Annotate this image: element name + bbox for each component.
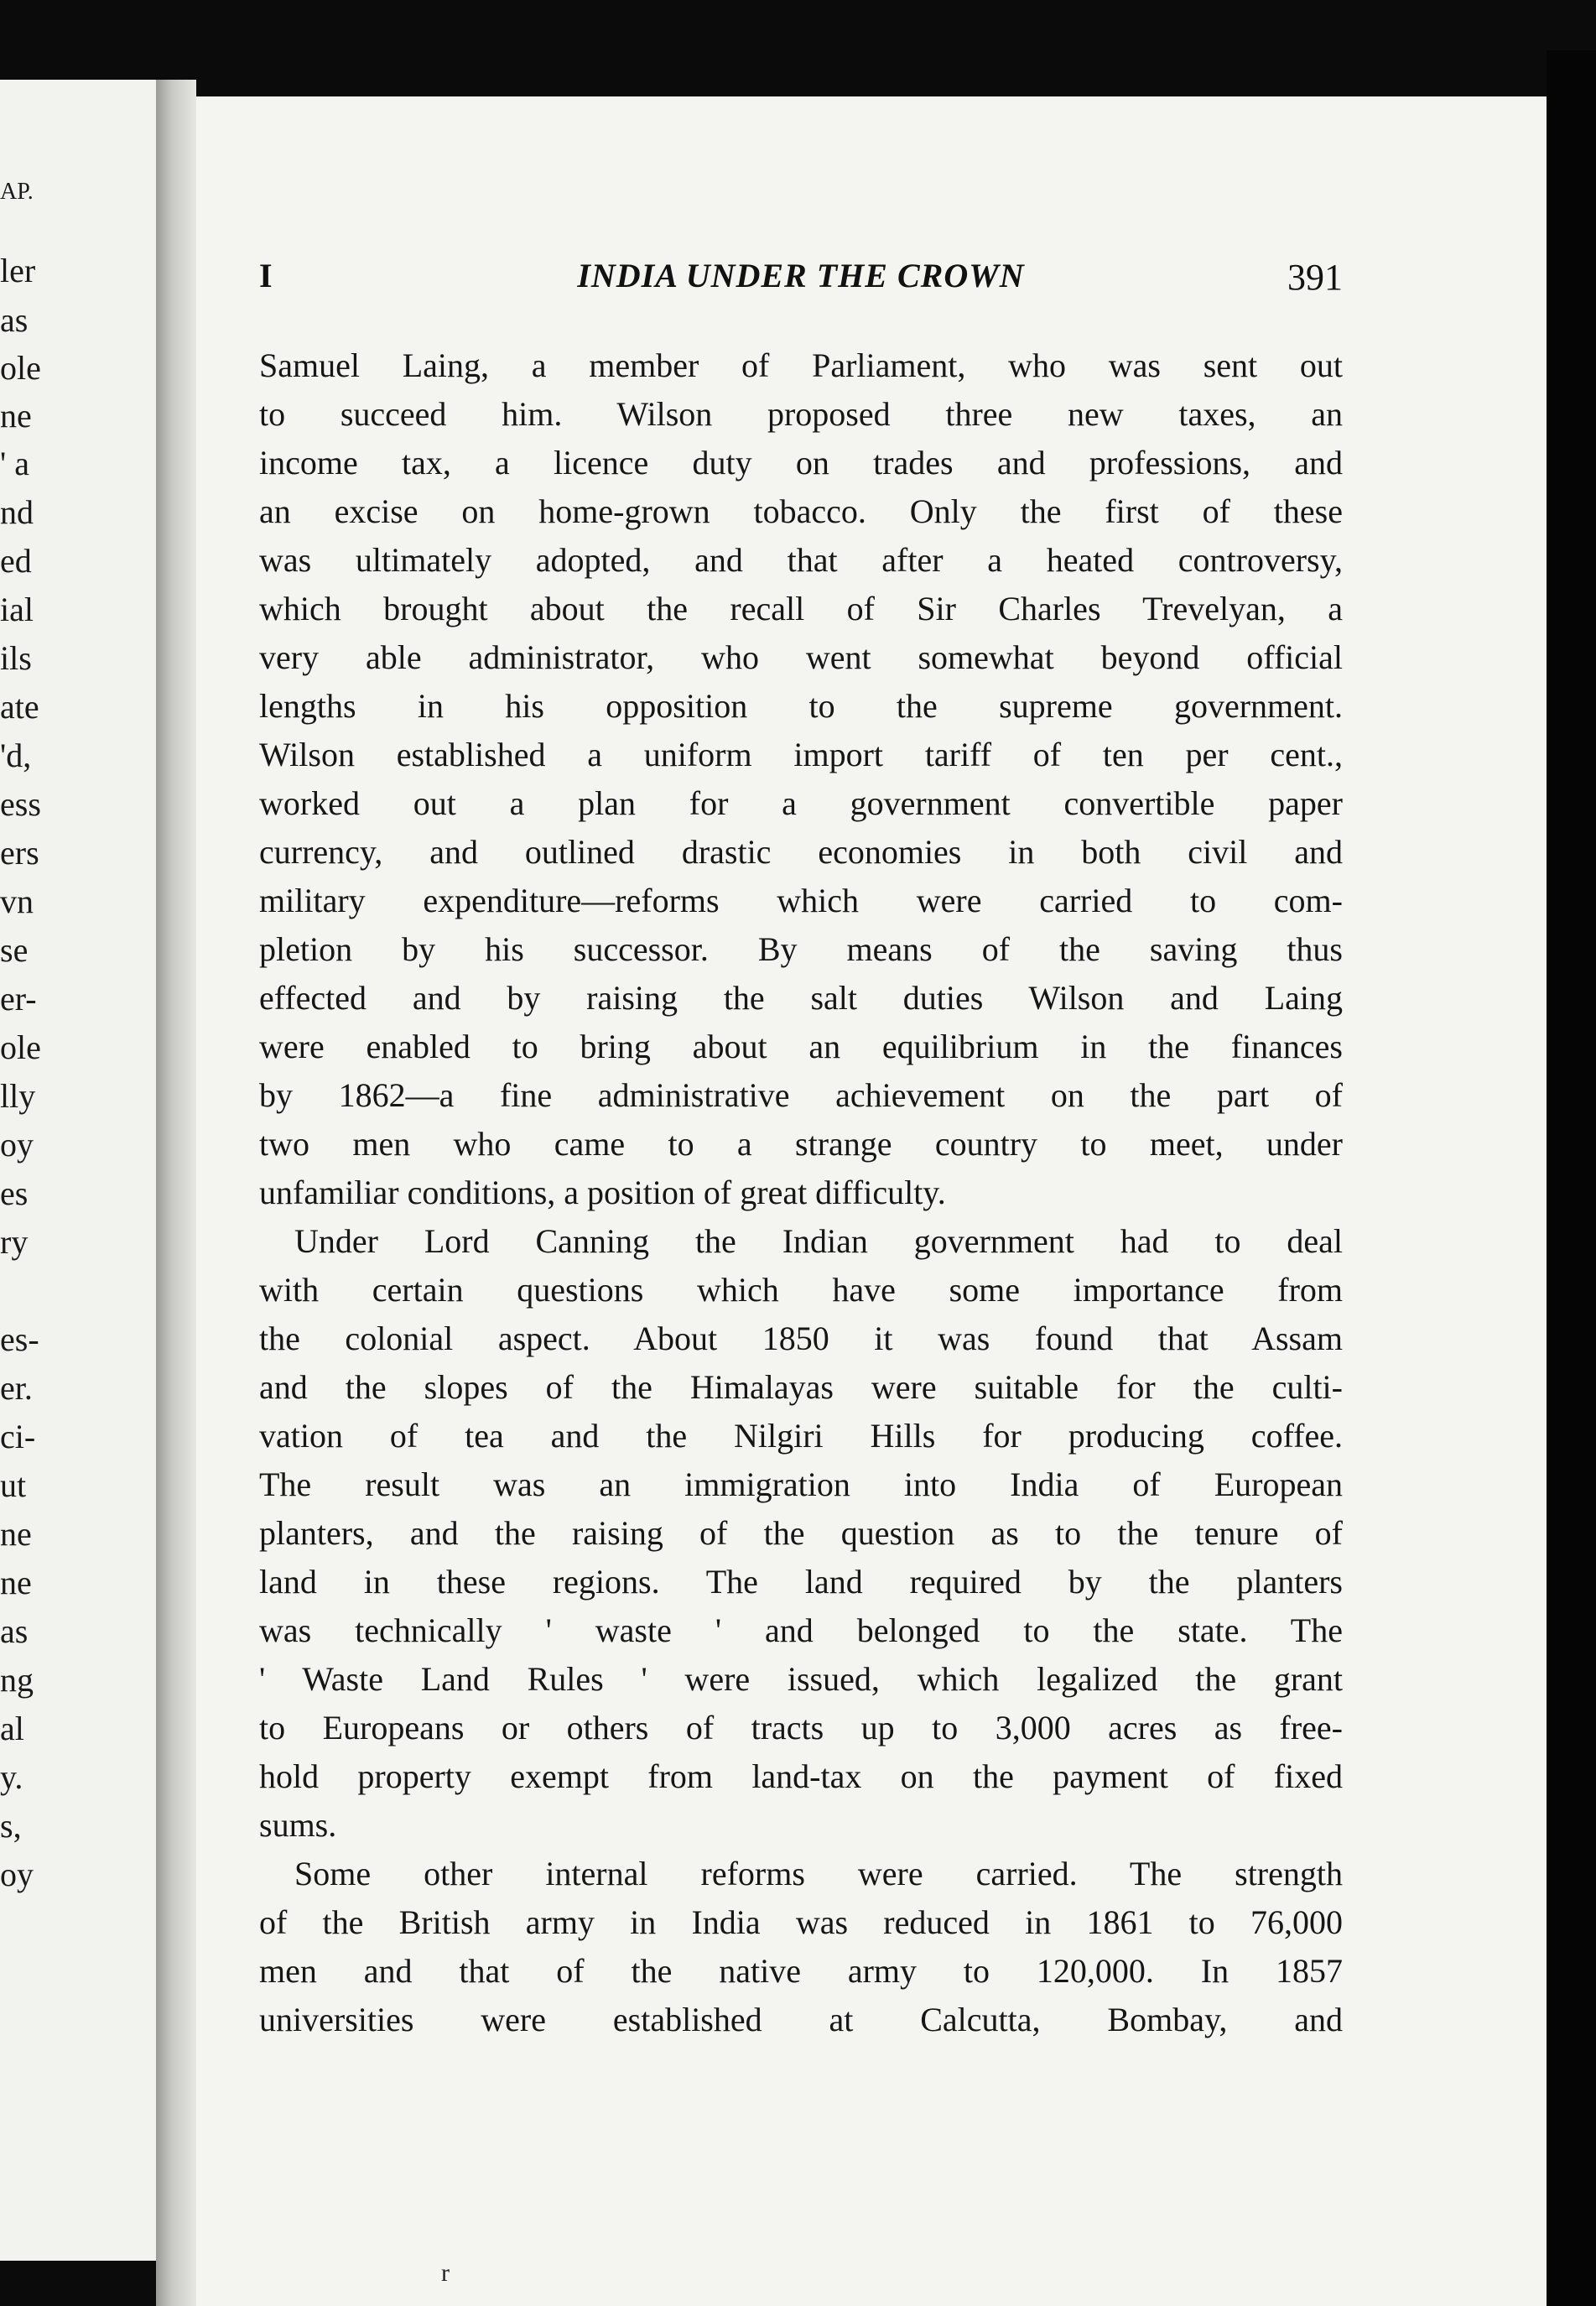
left-page-fragment: as xyxy=(0,1612,29,1650)
left-page-fragment: ne xyxy=(0,397,32,435)
text-line: which brought about the recall of Sir Charles Trevelyan, a xyxy=(259,590,1343,627)
previous-page-edge xyxy=(0,80,156,2261)
text-line: two men who came to a strange country to meet, under xyxy=(259,1125,1343,1163)
left-page-fragment: ers xyxy=(0,834,39,872)
text-line: military expenditure—reforms which were carried to com- xyxy=(259,882,1343,919)
left-page-fragment: ed xyxy=(0,542,32,580)
text-line: universities were established at Calcutta, Bombay, and xyxy=(259,2001,1343,2038)
page-number: 391 xyxy=(1287,257,1343,298)
left-page-fragment: ne xyxy=(0,1515,32,1553)
left-page-fragment: ate xyxy=(0,688,39,726)
left-page-fragment: ial xyxy=(0,591,34,628)
text-line: lengths in his opposition to the supreme government. xyxy=(259,687,1343,725)
body-text xyxy=(259,341,1343,2044)
text-line: was technically ' waste ' and belonged to the state. The xyxy=(259,1611,1343,1649)
text-line: worked out a plan for a government convertible paper xyxy=(259,784,1343,822)
text-line: was ultimately adopted, and that after a heated controversy, xyxy=(259,541,1343,579)
left-page-fragment: ole xyxy=(0,349,41,387)
left-page-fragment: ' a xyxy=(0,445,29,482)
left-page-fragment: s, xyxy=(0,1807,22,1845)
left-page-fragment: y. xyxy=(0,1758,23,1796)
scan-border xyxy=(1547,50,1596,2306)
text-line: Some other internal reforms were carried. The strength xyxy=(294,1855,1343,1892)
left-page-fragment: er- xyxy=(0,980,37,1018)
text-line: The result was an immigration into India of European xyxy=(259,1465,1343,1503)
book-page xyxy=(196,96,1547,2306)
text-line: were enabled to bring about an equilibrium in the finances xyxy=(259,1028,1343,1065)
text-line: very able administrator, who went somewhat beyond official xyxy=(259,638,1343,676)
left-page-fragment: ne xyxy=(0,1564,32,1601)
text-line: hold property exempt from land-tax on the payment of fixed xyxy=(259,1757,1343,1795)
text-line: pletion by his successor. By means of the saving thus xyxy=(259,930,1343,968)
text-line: the colonial aspect. About 1850 it was found that Assam xyxy=(259,1320,1343,1357)
text-line: effected and by raising the salt duties Wilson and Laing xyxy=(259,979,1343,1017)
stray-mark: r xyxy=(441,2259,450,2287)
left-page-fragment: ler xyxy=(0,252,36,289)
left-page-fragment: al xyxy=(0,1710,24,1747)
text-line: ' Waste Land Rules ' were issued, which legalized the grant xyxy=(259,1660,1343,1698)
chapter-number: I xyxy=(259,257,273,294)
text-line: unfamiliar conditions, a position of great difficulty. xyxy=(259,1174,946,1211)
book-gutter xyxy=(156,80,196,2306)
left-page-fragment: 'd, xyxy=(0,737,32,774)
left-page-fragment: vn xyxy=(0,882,34,920)
left-page-fragment: ci- xyxy=(0,1418,36,1455)
left-page-fragment: nd xyxy=(0,493,34,531)
left-page-fragment: as xyxy=(0,301,29,339)
text-line: Samuel Laing, a member of Parliament, who was sent out xyxy=(259,346,1343,384)
text-line: sums. xyxy=(259,1806,337,1844)
left-page-fragment: er. xyxy=(0,1369,33,1407)
text-line: Wilson established a uniform import tariff of ten per cent., xyxy=(259,736,1343,773)
left-page-fragment: AP. xyxy=(0,179,34,205)
left-page-fragment: es- xyxy=(0,1320,39,1358)
left-page-fragment: ut xyxy=(0,1466,27,1504)
left-page-fragment: oy xyxy=(0,1126,34,1163)
text-line: currency, and outlined drastic economies in both civil and xyxy=(259,833,1343,871)
left-page-fragment: lly xyxy=(0,1077,36,1115)
text-line: of the British army in India was reduced in 1861 to 76,000 xyxy=(259,1903,1343,1941)
left-page-fragment: ry xyxy=(0,1223,29,1261)
text-line: men and that of the native army to 120,000. In 1857 xyxy=(259,1952,1343,1990)
text-line: planters, and the raising of the question as to the tenure of xyxy=(259,1514,1343,1552)
left-page-fragment: se xyxy=(0,931,29,969)
left-page-fragment: ess xyxy=(0,785,41,823)
text-line: and the slopes of the Himalayas were suitable for the culti- xyxy=(259,1368,1343,1406)
running-header xyxy=(259,256,1343,315)
left-page-fragment: oy xyxy=(0,1856,34,1893)
text-line: to succeed him. Wilson proposed three new taxes, an xyxy=(259,395,1343,433)
running-title: INDIA UNDER THE CROWN xyxy=(577,257,1025,294)
text-line: by 1862—a fine administrative achievement on the part of xyxy=(259,1076,1343,1114)
left-page-fragment: ng xyxy=(0,1661,34,1699)
left-page-fragment: ole xyxy=(0,1028,41,1066)
text-line: an excise on home-grown tobacco. Only the first of these xyxy=(259,492,1343,530)
text-line: income tax, a licence duty on trades and professions, and xyxy=(259,444,1343,482)
text-line: land in these regions. The land required by the planters xyxy=(259,1563,1343,1601)
text-line: Under Lord Canning the Indian government had to deal xyxy=(294,1222,1343,1260)
text-line: to Europeans or others of tracts up to 3,000 acres as free- xyxy=(259,1709,1343,1746)
left-page-fragment: es xyxy=(0,1174,29,1212)
text-line: with certain questions which have some importance from xyxy=(259,1271,1343,1309)
text-line: vation of tea and the Nilgiri Hills for producing coffee. xyxy=(259,1417,1343,1455)
left-page-fragment: ils xyxy=(0,639,32,677)
